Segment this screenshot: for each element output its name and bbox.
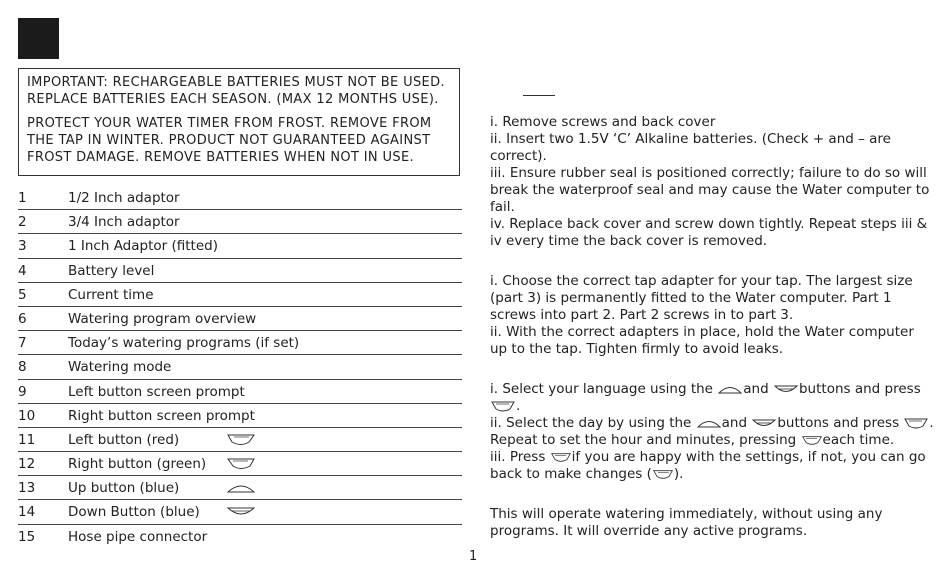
battery-step-4: iv. Replace back cover and screw down tightly. Repeat steps iii & iv every time the back cover is removed. (490, 216, 928, 249)
setup-step-1 (490, 381, 935, 415)
down-button-icon (773, 383, 799, 396)
parts-list (18, 186, 462, 549)
part-number: 13 (18, 480, 36, 497)
part-row (18, 452, 462, 476)
setup-step-1-d: . (516, 398, 521, 414)
part-row (18, 525, 462, 549)
part-row (18, 404, 462, 428)
part-label: Watering mode (68, 359, 172, 376)
part-number: 4 (18, 262, 27, 279)
setup-step-3-a: iii. Press (490, 449, 546, 465)
setup-step-3-c: ). (673, 466, 684, 482)
warning-frost: PROTECT YOUR WATER TIMER FROM FROST. REMOVE FROM THE TAP IN WINTER. PRODUCT NOT GUARANTEED AGAINST FROST DAMAGE. REMOVE BATTERIES WHEN NOT IN USE. (27, 116, 432, 165)
part-label: Left button (red) (68, 431, 180, 448)
part-label: Today’s watering programs (if set) (68, 335, 300, 352)
part-label: 1 Inch Adaptor (fitted) (68, 238, 218, 255)
battery-step-1: i. Remove screws and back cover (490, 114, 716, 130)
adapter-step-1: i. Choose the correct tap adapter for your tap. The largest size (part 3) is permanently fitted to the Water computer. Part 1 screws into part 2. Part 2 screws in to part 3. (490, 273, 913, 323)
part-number: 9 (18, 383, 27, 400)
setup-step-2-c: buttons and press (777, 415, 900, 431)
left-button-icon (226, 433, 256, 447)
warning-batteries: IMPORTANT: RECHARGEABLE BATTERIES MUST NOT BE USED. REPLACE BATTERIES EACH SEASON. (MAX 12 MONTHS USE). (27, 75, 445, 107)
part-row (18, 428, 462, 452)
part-row (18, 234, 462, 258)
part-label: Current time (68, 286, 154, 303)
part-label: Hose pipe connector (68, 528, 208, 545)
right-button-icon (550, 451, 572, 464)
part-row (18, 500, 462, 524)
manual-watering-text: This will operate watering immediately, without using any programs. It will override any active programs. (490, 506, 883, 539)
part-number: 11 (18, 431, 36, 448)
part-label: Watering program overview (68, 310, 257, 327)
short-rule (523, 95, 555, 96)
part-label: Down Button (blue) (68, 504, 200, 521)
adapter-section (490, 273, 935, 358)
setup-step-2-e: each time. (822, 432, 895, 448)
setup-step-2-d: . Repeat to set the hour and minutes, pressing (490, 415, 934, 448)
part-row (18, 355, 462, 379)
part-row (18, 380, 462, 404)
part-number: 10 (18, 407, 36, 424)
setup-step-1-a: i. Select your language using the (490, 381, 713, 397)
left-button-icon (652, 468, 674, 481)
setup-step-1-c: buttons and press (798, 381, 921, 397)
part-label: Right button (green) (68, 456, 207, 473)
part-number: 2 (18, 214, 27, 231)
part-number: 8 (18, 359, 27, 376)
setup-section (490, 381, 935, 483)
page-number: 1 (469, 549, 478, 564)
manual-watering-section (490, 506, 935, 540)
part-number: 5 (18, 286, 27, 303)
setup-step-2 (490, 415, 935, 449)
down-button-icon (226, 505, 256, 519)
battery-step-3: iii. Ensure rubber seal is positioned correctly; failure to do so will break the waterproof seal and may cause the Water computer to fail. (490, 165, 930, 215)
part-row (18, 186, 462, 210)
part-row (18, 307, 462, 331)
part-number: 12 (18, 456, 36, 473)
right-button-icon (903, 417, 929, 430)
part-row (18, 476, 462, 500)
part-label: Battery level (68, 262, 155, 279)
up-button-icon (696, 417, 722, 430)
part-label: Right button screen prompt (68, 407, 255, 424)
setup-step-1-b: and (743, 381, 769, 397)
setup-step-3-b: if you are happy with the settings, if not, you can go back to make changes ( (490, 449, 926, 482)
part-row (18, 210, 462, 234)
part-row (18, 259, 462, 283)
up-button-icon (717, 383, 743, 396)
warning-box (18, 68, 460, 176)
part-label: 1/2 Inch adaptor (68, 190, 180, 206)
part-number: 3 (18, 238, 27, 255)
batteries-section (490, 114, 935, 250)
part-label: Left button screen prompt (68, 383, 245, 400)
right-button-icon (226, 457, 256, 471)
part-number: 7 (18, 335, 27, 352)
adapter-step-2: ii. With the correct adapters in place, hold the Water computer up to the tap. Tighten firmly to avoid leaks. (490, 324, 914, 357)
part-label: 3/4 Inch adaptor (68, 214, 180, 231)
part-number: 1 (18, 190, 27, 206)
right-button-icon (490, 400, 516, 413)
part-row (18, 331, 462, 355)
battery-step-2: ii. Insert two 1.5V ‘C’ Alkaline batteries. (Check + and – are correct). (490, 131, 891, 164)
part-label: Up button (blue) (68, 480, 180, 497)
part-number: 14 (18, 504, 36, 521)
setup-step-2-b: and (721, 415, 748, 431)
header-black-square (18, 18, 59, 59)
right-button-icon (801, 434, 823, 447)
setup-step-2-a: ii. Select the day by using the (490, 415, 692, 431)
part-number: 6 (18, 310, 27, 327)
up-button-icon (226, 481, 256, 495)
part-number: 15 (18, 528, 36, 545)
part-row (18, 283, 462, 307)
down-button-icon (751, 417, 777, 430)
setup-step-3 (490, 449, 935, 483)
